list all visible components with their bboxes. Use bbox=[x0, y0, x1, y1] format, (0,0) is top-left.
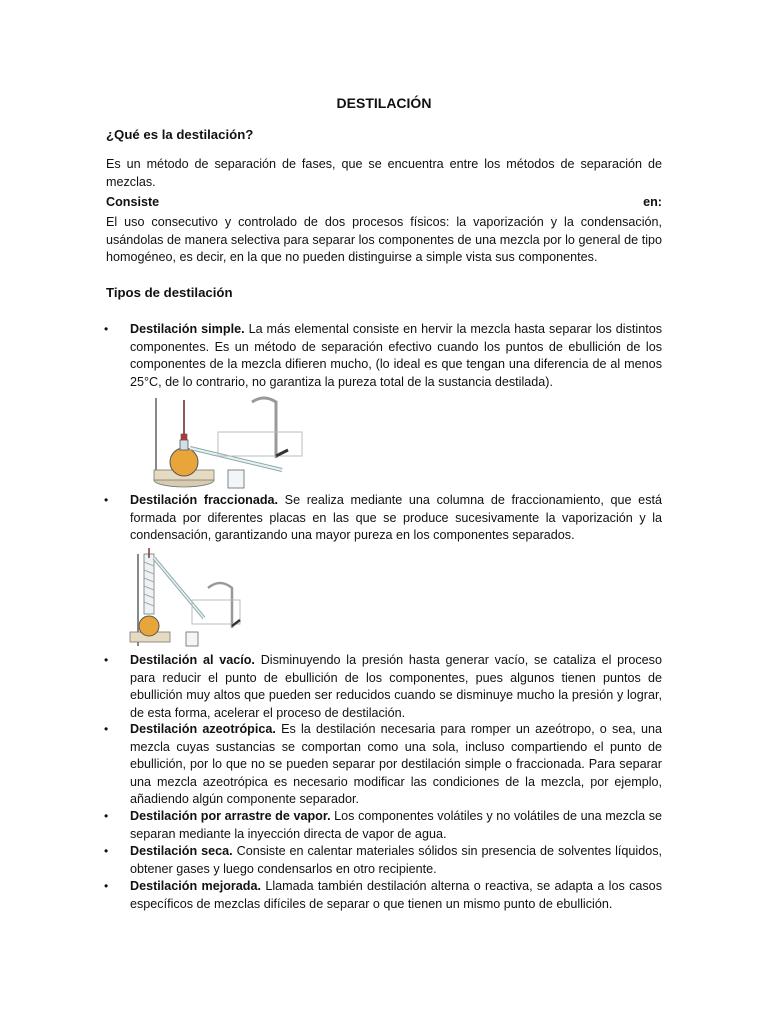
item-name: Destilación simple. bbox=[130, 322, 245, 336]
item-text: Los componentes volátiles y no volátiles de una mezcla se separan mediante la inyección directa de vapor de agua. bbox=[130, 809, 662, 841]
consiste-row bbox=[106, 194, 662, 212]
bullet-icon: • bbox=[104, 493, 109, 507]
item-name: Destilación por arrastre de vapor. bbox=[130, 809, 331, 823]
list-item-vacio bbox=[104, 652, 662, 722]
bullet-icon: • bbox=[104, 844, 109, 858]
page-title: DESTILACIÓN bbox=[336, 95, 432, 111]
item-name: Destilación fraccionada. bbox=[130, 493, 279, 507]
list-item-simple bbox=[104, 321, 662, 391]
bullet-icon: • bbox=[104, 809, 109, 823]
consiste-paragraph: El uso consecutivo y controlado de dos procesos físicos: la vaporización y la condensación, usándolas de manera selectiva para separar los componentes de una mezcla por lo general de tipo homogéneo, es decir, en la que no pueden distinguirse a simple vista sus componentes. bbox=[106, 215, 662, 265]
types-heading: Tipos de destilación bbox=[106, 285, 233, 300]
fractional-distillation-image bbox=[128, 548, 244, 652]
item-text: Disminuyendo la presión hasta generar vacío, se cataliza el proceso para reducir el punto de ebullición de los componentes, pues algunos tienen puntos de ebullición muy altos que pueden ser reducidos cuando se disminuye mucho la presión y lograr, de esta forma, acelerar el proceso de destilación. bbox=[130, 653, 662, 720]
bullet-icon: • bbox=[104, 879, 109, 893]
bullet-icon: • bbox=[104, 722, 109, 736]
list-item-fraccionada bbox=[104, 492, 662, 545]
consiste-en-label: en: bbox=[643, 195, 662, 209]
simple-distillation-image bbox=[132, 392, 324, 492]
item-text: La más elemental consiste en hervir la mezcla hasta separar los distintos componentes. Es un método de separación efectivo cuando los puntos de ebullición de los componentes de la mezcla difieren mucho, (lo ideal es que tengan una diferencia de al menos 25°C, de lo contrario, no garantiza la pureza total de la sustancia destilada). bbox=[130, 322, 662, 389]
bullet-icon: • bbox=[104, 322, 109, 336]
item-text: Consiste en calentar materiales sólidos sin presencia de solventes líquidos, obtener gases y luego condensarlos en otro recipiente. bbox=[130, 844, 663, 876]
item-name: Destilación seca. bbox=[130, 844, 233, 858]
item-text: Se realiza mediante una columna de fraccionamiento, que está formada por diferentes placas en las que se produce sucesivamente la vaporización y la condensación, garantizando una mayor pureza en los componentes separados. bbox=[130, 493, 662, 543]
bullet-icon: • bbox=[104, 653, 109, 667]
list-item-mejorada bbox=[104, 878, 662, 913]
item-text: Es la destilación necesaria para romper un azeótropo, o sea, una mezcla cuyas sustancias se comportan como una sola, incluso compartiendo el punto de ebullición, por lo que no se pueden separar por destilación simple o fraccionada. Para separar una mezcla azeotrópica es necesario modificar las condiciones de la mezcla, por ejemplo, añadiendo algún componente separador. bbox=[130, 722, 663, 807]
item-name: Destilación azeotrópica. bbox=[130, 722, 276, 736]
list-item-azeotropica bbox=[104, 721, 662, 809]
list-item-seca bbox=[104, 843, 662, 878]
item-text: Llamada también destilación alterna o reactiva, se adapta a los casos específicos de mezclas difíciles de separar o que tienen un mismo punto de ebullición. bbox=[130, 879, 662, 911]
consiste-label: Consiste bbox=[106, 195, 160, 209]
item-name: Destilación al vacío. bbox=[130, 653, 255, 667]
question-heading: ¿Qué es la destilación? bbox=[106, 127, 254, 142]
list-item-arrastre-vapor bbox=[104, 808, 662, 843]
intro-paragraph: Es un método de separación de fases, que se encuentra entre los métodos de separación de mezclas. bbox=[106, 157, 662, 189]
item-name: Destilación mejorada. bbox=[130, 879, 261, 893]
